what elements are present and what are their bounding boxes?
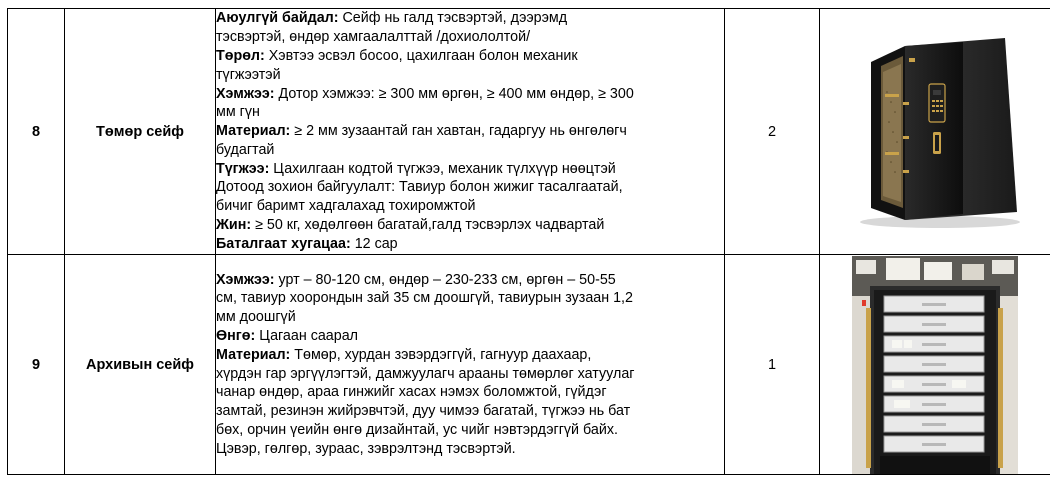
field-text: түгжээтэй [216, 66, 281, 83]
row-number: 9 [8, 255, 65, 475]
field-text: бөх, орчин үеийн өнгө дизайнтай, ус чийг нэвтэрдэггүй байх. [216, 421, 618, 438]
description-line [216, 141, 724, 160]
item-image-cell [820, 255, 1050, 475]
item-description [216, 9, 725, 255]
description-line [216, 421, 724, 440]
field-text: Цагаан саарал [255, 327, 358, 344]
field-label: Хэмжээ: [216, 85, 275, 102]
item-image-cell [820, 9, 1050, 255]
field-text: Сейф нь галд тэсвэртэй, дээрэмд [338, 10, 568, 27]
field-text: Цахилгаан кодтой түгжээ, механик түлхүүр нөөцтэй [269, 160, 616, 177]
description-line [216, 66, 724, 85]
description-line [216, 235, 724, 254]
field-text: 12 сар [350, 235, 398, 252]
description-line [216, 85, 724, 104]
description-line [216, 327, 724, 346]
field-text: будагтай [216, 141, 275, 158]
field-label: Жин: [216, 217, 252, 234]
table-row [8, 9, 1050, 255]
field-label: Төрөл: [216, 47, 265, 64]
description-line [216, 47, 724, 66]
description-line [216, 160, 724, 179]
table-row [8, 255, 1050, 475]
field-label: Өнгө: [216, 327, 256, 344]
field-text: см, тавиур хоорондын зай 35 см доошгүй, тавиурын зузаан 1,2 [216, 290, 633, 307]
field-label: Түгжээ: [216, 160, 270, 177]
item-quantity: 1 [725, 255, 820, 475]
description-line [216, 9, 724, 28]
field-label: Материал: [216, 123, 291, 140]
field-text: бичиг баримт хадгалахад тохиромжтой [216, 198, 476, 215]
archive-cabinet-image [852, 256, 1018, 474]
field-label: Хэмжээ: [216, 271, 275, 288]
field-label: Аюулгүй байдал: [216, 10, 339, 27]
description-line [216, 122, 724, 141]
description-lines [216, 9, 724, 253]
field-text: мм гүн [216, 104, 260, 121]
description-line [216, 289, 724, 308]
field-label: Материал: [216, 346, 291, 363]
description-line [216, 440, 724, 459]
field-text: ≥ 50 кг, хөдөлгөөн багатай,галд тэсвэрлэх чадвартай [251, 217, 605, 234]
field-text: хүрдэн гар эргүүлэгтэй, дамжуулагч арааны төмөрлөг хатуулаг [216, 365, 635, 382]
field-text: Дотор хэмжээ: ≥ 300 мм өргөн, ≥ 400 мм өндөр, ≥ 300 [274, 85, 634, 102]
field-label: Баталгаат хугацаа: [216, 235, 351, 252]
description-line [216, 197, 724, 216]
field-text: Дотоод зохион байгуулалт: Тавиур болон жижиг тасалгаатай, [216, 179, 623, 196]
description-lines [216, 271, 724, 459]
field-text: Цэвэр, гөлгөр, зураас, зэврэлтэнд тэсвэртэй. [216, 440, 516, 457]
field-text: мм доошгүй [216, 309, 296, 326]
item-name: Архивын сейф [65, 255, 216, 475]
description-line [216, 271, 724, 290]
description-line [216, 103, 724, 122]
description-line [216, 346, 724, 365]
description-line [216, 365, 724, 384]
field-text: Төмөр, хурдан зэвэрдэггүй, гагнуур даахаар, [290, 346, 592, 363]
field-text: ≥ 2 мм зузаантай ган хавтан, гадаргуу нь өнгөлөгч [290, 123, 627, 140]
description-line [216, 216, 724, 235]
description-line [216, 383, 724, 402]
spec-table [7, 8, 1050, 475]
description-line [216, 28, 724, 47]
field-text: Хэвтээ эсвэл босоо, цахилгаан болон механик [264, 47, 578, 64]
field-text: урт – 80-120 см, өндөр – 230-233 см, өргөн – 50-55 [274, 271, 616, 288]
row-number: 8 [8, 9, 65, 255]
item-name: Төмөр сейф [65, 9, 216, 255]
field-text: тэсвэртэй, өндөр хамгаалалттай /дохиололтой/ [216, 29, 531, 46]
description-line [216, 402, 724, 421]
description-line [216, 178, 724, 197]
field-text: замтай, резинэн жийрэвчтэй, дуу чимээ багатай, түгжээ нь бат [216, 403, 631, 420]
item-description [216, 255, 725, 475]
item-quantity: 2 [725, 9, 820, 255]
description-line [216, 308, 724, 327]
field-text: чанар өндөр, араа гинжийг хасах нэмэх боломжтой, гүйдэг [216, 384, 607, 401]
black-safe-image [845, 32, 1025, 232]
